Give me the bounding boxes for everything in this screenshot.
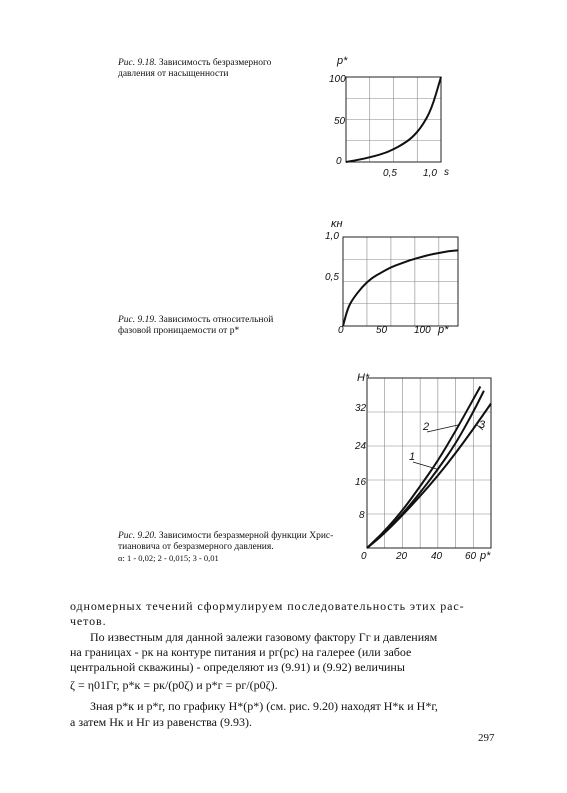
figure-918-x-axis-label: s <box>444 167 449 178</box>
figure-918-caption-text: Зависимость безразмерного <box>156 58 272 68</box>
figure-920-y-tick-16: 16 <box>355 477 367 488</box>
figure-920-caption-text-line2: тиановича от безразмерного давления. <box>118 542 274 552</box>
figure-919-y-tick-10: 1,0 <box>325 231 339 242</box>
figure-918-y-axis-label: p* <box>337 55 348 67</box>
figure-920-y-axis-label: H* <box>357 372 370 384</box>
figure-919-x-tick-100: 100 <box>414 325 431 336</box>
figure-920-x-tick-0: 0 <box>361 551 367 562</box>
paragraph-1-line-1: одномерных течений сформулируем последовательность этих рас- <box>70 599 465 613</box>
figure-920-caption-number: Рис. 9.20. <box>118 531 157 541</box>
figure-920-series-2 <box>367 387 480 549</box>
paragraph-2-line-3: центральной скважины) - определяют из (9.91) и (9.92) величины <box>70 660 405 674</box>
figure-920-x-tick-60: 60 <box>465 551 477 562</box>
figure-919-x-tick-0: 0 <box>338 325 344 336</box>
figure-919-x-axis-label: p* <box>438 324 449 336</box>
figure-919-caption-number: Рис. 9.19. <box>118 315 157 325</box>
figure-918-chart <box>346 77 441 162</box>
figure-919-y-axis-label: κн <box>331 218 343 230</box>
figure-918-caption-number: Рис. 9.18. <box>118 58 157 68</box>
figure-920-x-tick-40: 40 <box>431 551 443 562</box>
figure-920-grid <box>367 378 491 548</box>
figure-920-series-1-label: 1 <box>409 451 416 463</box>
figure-919-caption-text-line2: фазовой проницаемости от p* <box>118 326 240 336</box>
figure-920-series-2-leader <box>427 425 459 432</box>
figure-920-frame <box>367 378 491 548</box>
figure-919-series-0 <box>343 250 458 326</box>
figure-920-y-tick-8: 8 <box>359 510 365 521</box>
page-number: 297 <box>478 732 495 744</box>
figure-920-chart <box>367 378 491 548</box>
figure-918-y-tick-100: 100 <box>329 74 346 85</box>
figure-919-y-tick-05: 0,5 <box>325 272 339 283</box>
figure-920-x-axis-label: p* <box>480 550 491 562</box>
paragraph-3-line-2: а затем Hк и Hг из равенства (9.93). <box>70 715 252 729</box>
paragraph-3-line-1: Зная p*к и p*г, по графику H*(p*) (см. рис. 9.20) находят H*к и H*г, <box>90 699 438 713</box>
figure-920-caption <box>118 531 333 565</box>
figure-919-x-tick-50: 50 <box>376 325 388 336</box>
figure-919-chart <box>343 237 458 326</box>
figure-918-caption <box>118 58 271 80</box>
figure-919-caption <box>118 315 273 337</box>
formula-zeta: ζ = η01Γг, p*к = pк/(p0ζ) и p*г = pг/(p0ζ). <box>70 678 278 692</box>
figure-920-caption-legend: α: 1 - 0,02; 2 - 0,015; 3 - 0,01 <box>118 553 219 563</box>
paragraph-2-line-1: По известным для данной залежи газовому фактору Γг и давлениям <box>90 630 438 644</box>
figure-920-series-2-label: 2 <box>423 421 430 433</box>
figure-920-series-3-label: 3 <box>479 419 486 431</box>
figure-920-y-tick-24: 24 <box>355 441 367 452</box>
figure-920-x-tick-20: 20 <box>396 551 408 562</box>
figure-918-caption-text-line2: давления от насыщенности <box>118 69 229 79</box>
figure-918-y-tick-0: 0 <box>336 156 342 167</box>
figure-919-caption-text: Зависимость относительной <box>156 315 274 325</box>
figure-920-y-tick-32: 32 <box>355 403 367 414</box>
paragraph-2-line-2: на границах - pк на контуре питания и pг(pс) на галерее (или забое <box>70 645 412 659</box>
figure-920-caption-text: Зависимости безразмерной функции Хрис- <box>156 531 334 541</box>
figure-919-grid <box>343 237 458 326</box>
figure-918-x-tick-05: 0,5 <box>383 168 397 179</box>
figure-918-y-tick-50: 50 <box>334 116 346 127</box>
figure-918-x-tick-10: 1,0 <box>423 168 437 179</box>
paragraph-1-line-2: четов. <box>70 614 107 628</box>
